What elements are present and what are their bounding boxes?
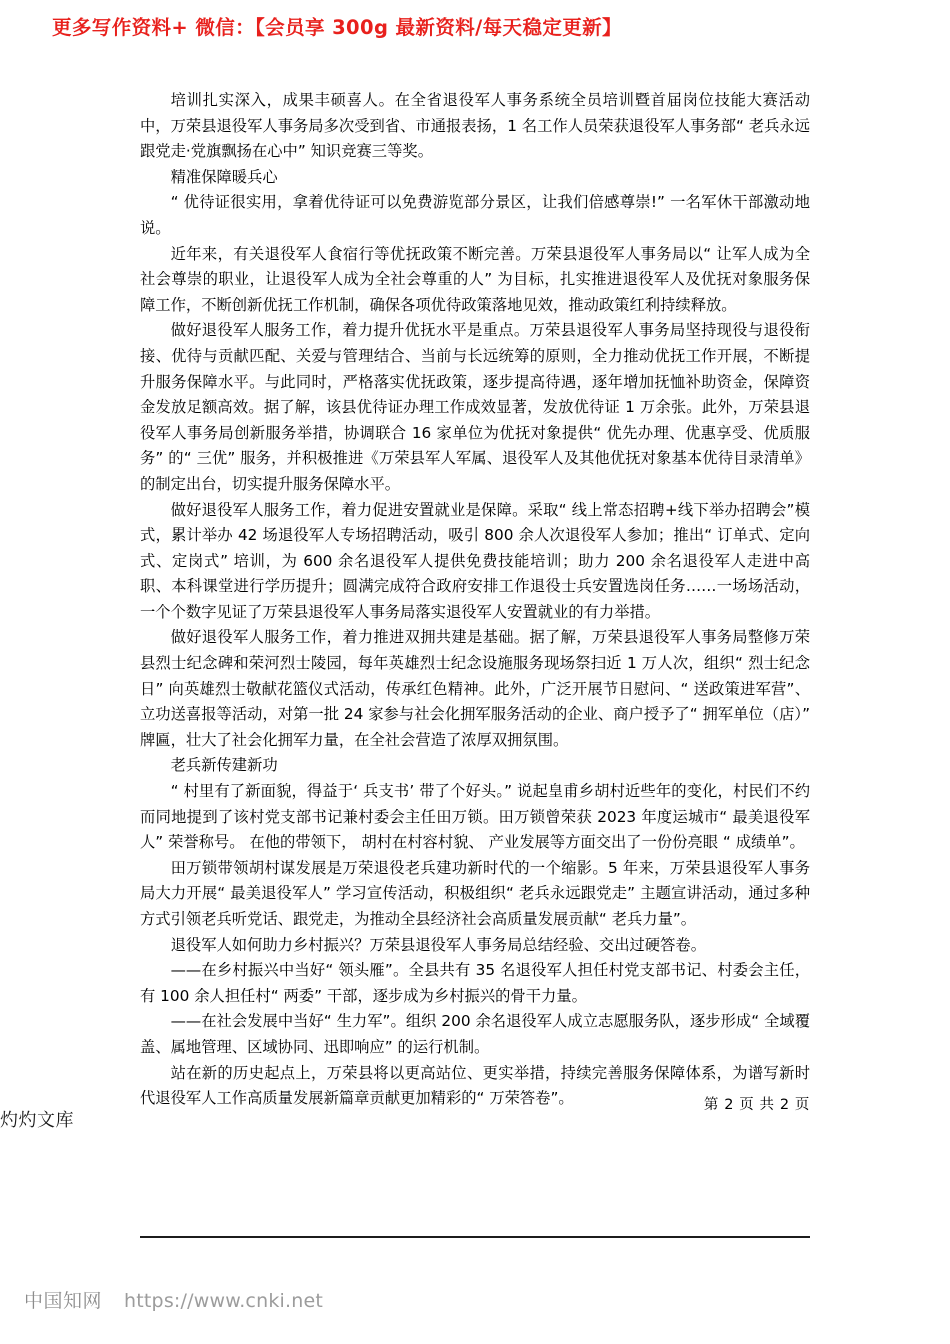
section-subheading: 精准保障暖兵心 [170, 167, 278, 186]
paragraph: “ 村里有了新面貌，得益于‘ 兵支书’ 带了个好头。” 说起皇甫乡胡村近些年的变化，村民们不约而同地提到了该村党支部书记兼村委会主任田万锁。田万锁曾荣获 2023 年度运城市“ 最美退役军人” 荣誉称号。 在他的带领下， 胡村在村容村貌、 产业发展等方面交出了一份份亮眼 “ 成绩单”。 [140, 782, 810, 852]
cnki-name-label: 中国知网 [24, 1290, 103, 1312]
cnki-watermark [24, 1288, 323, 1314]
paragraph: 做好退役军人服务工作，着力提升优抚水平是重点。万荣县退役军人事务局坚持现役与退役衔接、优待与贡献匹配、关爱与管理结合、当前与长远统筹的原则，全力推动优抚工作开展，不断提升服务保障水平。与此同时，严格落实优抚政策，逐步提高待遇，逐年增加抚恤补助资金，保障资金发放足额高效。据了解，该县优待证办理工作成效显著，发放优待证 1 万余张。此外，万荣县退役军人事务局创新服务举措，协调联合 16 家单位为优抚对象提供“ 优先办理、优惠享受、优质服务” 的“ 三优” 服务，并积极推进《万荣县军人军属、退役军人及其他优抚对象基本优待目录清单》的制定出台，切实提升服务保障水平。 [140, 321, 810, 493]
paragraph: 做好退役军人服务工作，着力促进安置就业是保障。采取“ 线上常态招聘+线下举办招聘会”模式，累计举办 42 场退役军人专场招聘活动，吸引 800 余人次退役军人参加；推出“ 订单式、定向式、定岗式” 培训，为 600 余名退役军人提供免费技能培训；助力 200 余名退役军人走进中高职、本科课堂进行学历提升；圆满完成符合政府安排工作退役士兵安置选岗任务……一场场活动，一个个数字见证了万荣县退役军人事务局落实退役军人安置就业的有力举措。 [140, 500, 810, 621]
paragraph: 近年来，有关退役军人食宿行等优抚政策不断完善。万荣县退役军人事务局以“ 让军人成为全社会尊崇的职业，让退役军人成为全社会尊重的人” 为目标，扎实推进退役军人及优抚对象服务保障工作，不断创新优抚工作机制，确保各项优待政策落地见效，推动政策红利持续释放。 [140, 244, 810, 314]
paragraph: 田万锁带领胡村谋发展是万荣退役老兵建功新时代的一个缩影。5 年来，万荣县退役军人事务局大力开展“ 最美退役军人” 学习宣传活动，积极组织“ 老兵永远跟党走” 主题宣讲活动，通过多种方式引领老兵听党话、跟党走，为推动全县经济社会高质量发展贡献“ 老兵力量”。 [140, 858, 810, 928]
section-subheading: 老兵新传建新功 [170, 756, 278, 775]
bottom-divider [140, 1236, 810, 1238]
paragraph: 退役军人如何助力乡村振兴？万荣县退役军人事务局总结经验、交出过硬答卷。 [170, 935, 706, 954]
page-number-footer: 第 2 页 共 2 页 [703, 1097, 810, 1113]
paragraph: ——在乡村振兴中当好“ 领头雁”。全县共有 35 名退役军人担任村党支部书记、村委会主任，有 100 余人担任村“ 两委” 干部，逐步成为乡村振兴的骨干力量。 [140, 961, 810, 1005]
cnki-url-label: https://www.cnki.net [124, 1290, 324, 1312]
paragraph: 站在新的历史起点上，万荣县将以更高站位、更实举措，持续完善服务保障体系，为谱写新时代退役军人工作高质量发展新篇章贡献更加精彩的“ 万荣答卷”。 [140, 1063, 810, 1108]
promo-banner-text: 更多写作资料+ 微信：【会员享 300g 最新资料/每天稳定更新】 [52, 16, 622, 39]
paragraph: ——在社会发展中当好“ 生力军”。组织 200 余名退役军人成立志愿服务队，逐步形成“ 全域覆盖、属地管理、区域协同、迅即响应” 的运行机制。 [140, 1012, 810, 1056]
library-watermark: 灼灼文库 [0, 1110, 74, 1131]
paragraph: 做好退役军人服务工作，着力推进双拥共建是基础。据了解，万荣县退役军人事务局整修万荣县烈士纪念碑和荣河烈士陵园，每年英雄烈士纪念设施服务现场祭扫近 1 万人次，组织“ 烈士纪念日” 向英雄烈士敬献花篮仪式活动，传承红色精神。此外，广泛开展节日慰问、“ 送政策进军营”、立功送喜报等活动，对第一批 24 家参与社会化拥军服务活动的企业、商户授予了“ 拥军单位（店）” 牌匾，壮大了社会化拥军力量，在全社会营造了浓厚双拥氛围。 [140, 628, 810, 749]
paragraph: 培训扎实深入，成果丰硕喜人。在全省退役军人事务系统全员培训暨首届岗位技能大赛活动中，万荣县退役军人事务局多次受到省、市通报表扬，1 名工作人员荣获退役军人事务部“ 老兵永远跟党走·党旗飘扬在心中” 知识竞赛三等奖。 [140, 91, 810, 161]
paragraph: “ 优待证很实用，拿着优待证可以免费游览部分景区，让我们倍感尊崇!” 一名军休干部激动地说。 [140, 193, 810, 237]
document-body [140, 88, 810, 1112]
